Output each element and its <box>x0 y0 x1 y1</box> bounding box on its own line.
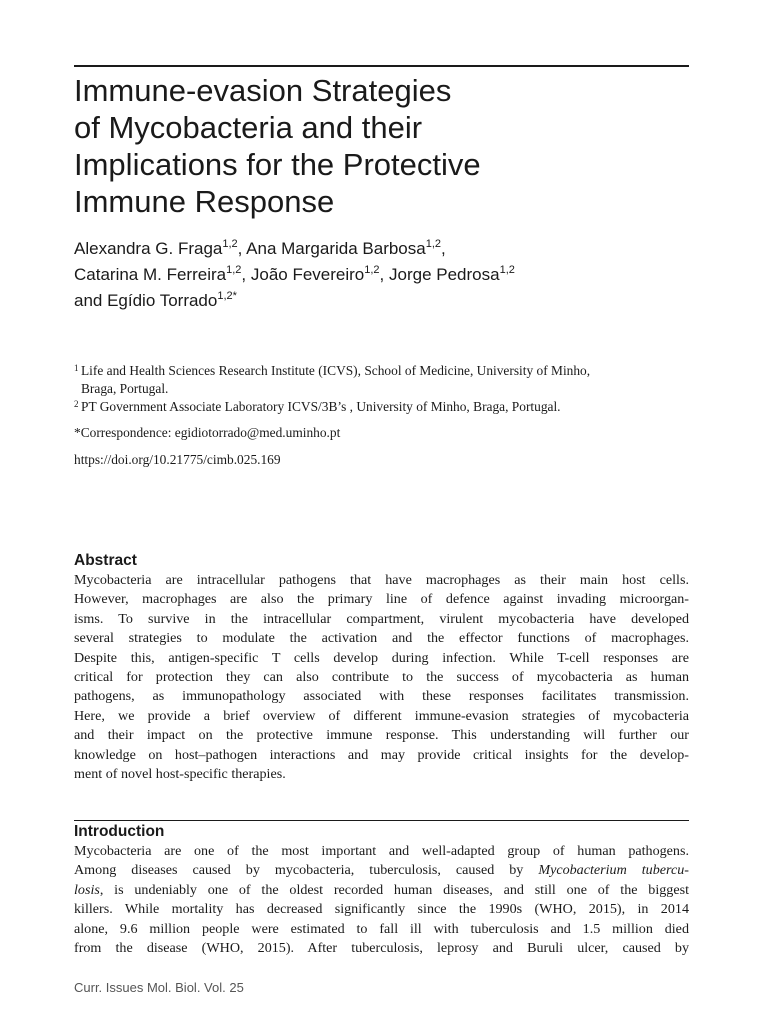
section-rule <box>74 820 689 821</box>
abstract-line: knowledge on host–pathogen interactions and may provide critical insights for the develop- <box>74 746 689 763</box>
author-affiliation-mark: 1,2 <box>499 264 515 276</box>
author-name: Jorge Pedrosa <box>389 265 500 284</box>
introduction-body <box>74 842 689 958</box>
article-title <box>74 72 674 220</box>
author-line: Alexandra G. Fraga$^{1,2}$, Ana Margarida Barbosa$^{1,2}$, <box>74 238 446 258</box>
affiliation-1 <box>74 362 689 398</box>
author-name: João Fevereiro <box>250 265 365 284</box>
abstract-line: critical for protection they can also contribute to the success of mycobacteria as human <box>74 669 689 686</box>
intro-line: Mycobacteria are one of the most important and well-adapted group of human pathogens. <box>74 843 689 859</box>
author-affiliation-mark: 1,2 <box>222 238 238 250</box>
abstract-line: isms. To survive in the intracellular compartment, virulent mycobacteria have developed <box>74 610 689 627</box>
abstract-line: pathogens, as immunopathology associated with these responses facilitates transmission. <box>74 688 689 705</box>
abstract-line: Mycobacteria are intracellular pathogens that have macrophages as their main host cells. <box>74 572 689 588</box>
affiliations-block <box>74 362 689 469</box>
affiliation-text-continued: Braga, Portugal. <box>81 381 169 396</box>
abstract-section <box>74 551 689 784</box>
intro-text: Among diseases caused by mycobacteria, tuberculosis, caused by <box>74 862 539 879</box>
author-name: Alexandra G. Fraga <box>74 239 223 258</box>
affiliation-text: Life and Health Sciences Research Institute (ICVS), School of Medicine, University of Minho, <box>81 363 591 378</box>
author-line <box>74 288 689 314</box>
abstract-line: Here, we provide a brief overview of different immune-evasion strategies of mycobacteria <box>74 707 689 724</box>
intro-line <box>74 881 689 900</box>
abstract-line: and their impact on the protective immune response. This understanding will further our <box>74 727 689 744</box>
affiliation-number: 2 <box>74 399 79 409</box>
author-affiliation-mark: 1,2 <box>425 238 442 250</box>
author-name: Catarina M. Ferreira <box>74 265 227 284</box>
title-line: Implications for the Protective <box>74 147 481 182</box>
introduction-heading: Introduction <box>74 823 165 840</box>
abstract-body <box>74 571 689 784</box>
title-line: of Mycobacteria and their <box>74 110 423 145</box>
author-affiliation-mark: 1,2 <box>226 264 242 276</box>
intro-line: from the disease (WHO, 2015). After tuberculosis, leprosy and Buruli ulcer, caused by <box>74 940 689 957</box>
affiliation-number: 1 <box>74 363 79 373</box>
title-line: Immune-evasion Strategies <box>74 73 452 108</box>
intro-line: killers. While mortality has decreased significantly since the 1990s (WHO, 2015), in 2014 <box>74 901 689 918</box>
species-name: losis <box>74 881 100 898</box>
abstract-line: ment of novel host-specific therapies. <box>74 766 286 783</box>
abstract-line: several strategies to modulate the activation and the effector functions of macrophages. <box>74 630 689 647</box>
intro-line <box>74 861 689 880</box>
title-line: Immune Response <box>74 184 335 219</box>
title-rule <box>74 65 689 67</box>
abstract-line: However, macrophages are also the primary line of defence against invading microorgan- <box>74 591 689 608</box>
author-affiliation-mark: 1,2* <box>217 290 237 302</box>
intro-line: alone, 9.6 million people were estimated to fall ill with tuberculosis and 1.5 million died <box>74 920 689 937</box>
author-affiliation-mark: 1,2 <box>364 264 380 276</box>
introduction-section <box>74 820 689 958</box>
affiliation-2 <box>74 398 689 416</box>
species-name: Mycobacterium tubercu- <box>538 862 689 879</box>
intro-text: , is undeniably one of the oldest recorded human diseases, and still one of the biggest <box>99 881 689 898</box>
abstract-heading: Abstract <box>74 552 137 569</box>
author-list <box>74 236 689 314</box>
journal-footer: Curr. Issues Mol. Biol. Vol. 25 <box>74 980 244 995</box>
author-name: and Egídio Torrado <box>74 291 218 310</box>
author-line: Catarina M. Ferreira$^{1,2}$, João Fevereiro$^{1,2}$, Jorge Pedrosa$^{1,2}$ <box>74 264 515 284</box>
author-name: Ana Margarida Barbosa <box>246 239 426 258</box>
affiliation-text: PT Government Associate Laboratory ICVS/3B’s , University of Minho, Braga, Portugal. <box>81 399 561 414</box>
correspondence-line: *Correspondence: egidiotorrado@med.uminho.pt <box>74 425 341 440</box>
doi-link[interactable]: https://doi.org/10.21775/cimb.025.169 <box>74 452 281 467</box>
abstract-line: Despite this, antigen-specific T cells develop during infection. While T-cell responses are <box>74 649 689 666</box>
